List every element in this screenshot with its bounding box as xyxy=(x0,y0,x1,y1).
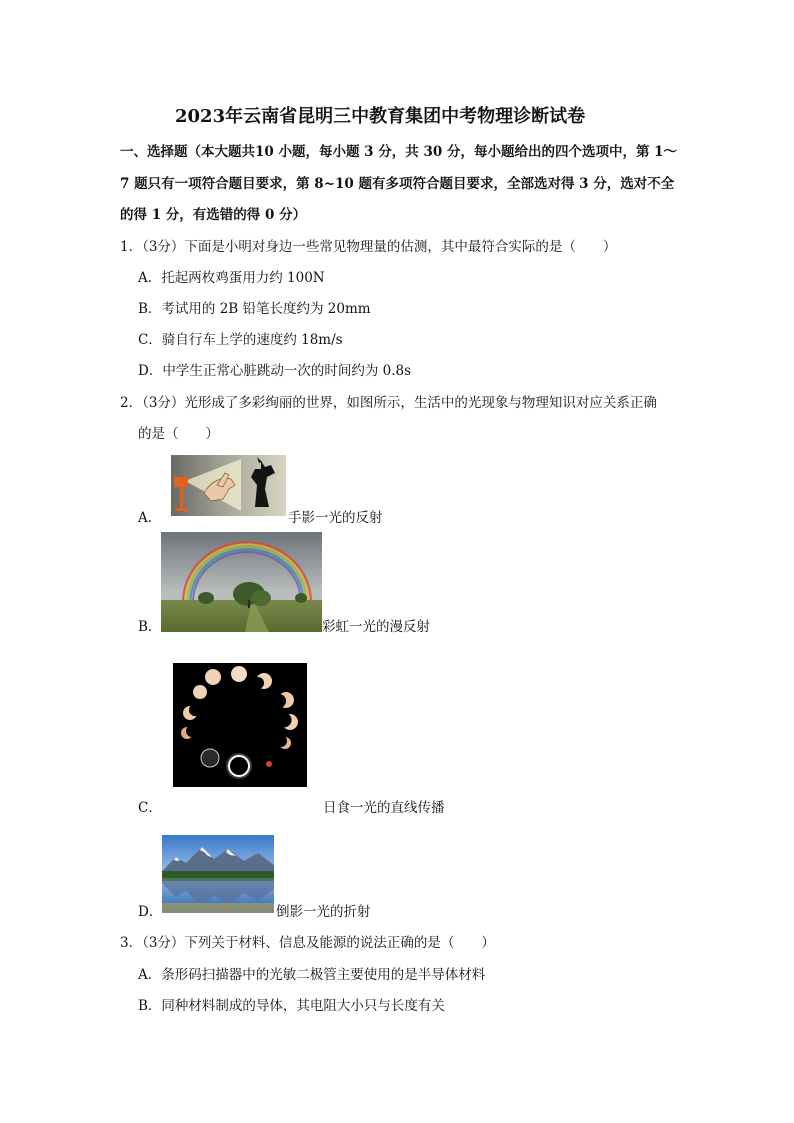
question-2-option-b-caption: 彩虹一光的漫反射 xyxy=(322,619,430,635)
section-instructions-line-3: 的得 1 分，有选错的得 0 分） xyxy=(120,207,307,223)
page-title: 2023年云南省昆明三中教育集团中考物理诊断试卷 xyxy=(175,106,586,127)
question-3-option-a: A．条形码扫描器中的光敏二极管主要使用的是半导体材料 xyxy=(138,967,486,983)
rainbow-image xyxy=(161,532,322,632)
question-2-option-d-letter: D． xyxy=(138,904,163,920)
question-3-option-b: B．同种材料制成的导体，其电阻大小只与长度有关 xyxy=(138,998,445,1014)
question-2-option-c-letter: C． xyxy=(138,800,162,816)
question-2-option-d-caption: 倒影一光的折射 xyxy=(276,904,371,920)
question-2-option-b-letter: B． xyxy=(138,619,162,635)
question-2-option-a-letter: A． xyxy=(138,510,162,526)
question-1-option-c: C．骑自行车上学的速度约 18m/s xyxy=(138,332,343,348)
question-2-option-a-caption: 手影一光的反射 xyxy=(288,510,383,526)
question-1-option-a: A．托起两枚鸡蛋用力约 100N xyxy=(138,270,325,286)
section-instructions-line-2: 7 题只有一项符合题目要求，第 8~10 题有多项符合题目要求，全部选对得 3 分，选对不全 xyxy=(120,176,675,192)
mountain-reflection-image xyxy=(162,835,274,913)
solar-eclipse-image xyxy=(173,663,307,787)
question-1-option-d: D．中学生正常心脏跳动一次的时间约为 0.8s xyxy=(138,363,412,379)
question-2-option-c-caption: 日食一光的直线传播 xyxy=(323,800,445,816)
question-1-option-b: B．考试用的 2B 铅笔长度约为 20mm xyxy=(138,301,371,317)
question-2-stem-line-2: 的是（ ） xyxy=(138,426,219,442)
section-instructions-line-1: 一、选择题（本大题共10 小题，每小题 3 分，共 30 分，每小题给出的四个选项中，第 1～ xyxy=(120,144,678,160)
hand-shadow-image xyxy=(171,455,286,516)
question-1-stem: 1．（3分）下面是小明对身边一些常见物理量的估测，其中最符合实际的是（ ） xyxy=(120,239,617,255)
question-2-stem-line-1: 2．（3分）光形成了多彩绚丽的世界，如图所示，生活中的光现象与物理知识对应关系正确 xyxy=(120,395,657,411)
question-3-stem: 3．（3分）下列关于材料、信息及能源的说法正确的是（ ） xyxy=(120,935,495,951)
